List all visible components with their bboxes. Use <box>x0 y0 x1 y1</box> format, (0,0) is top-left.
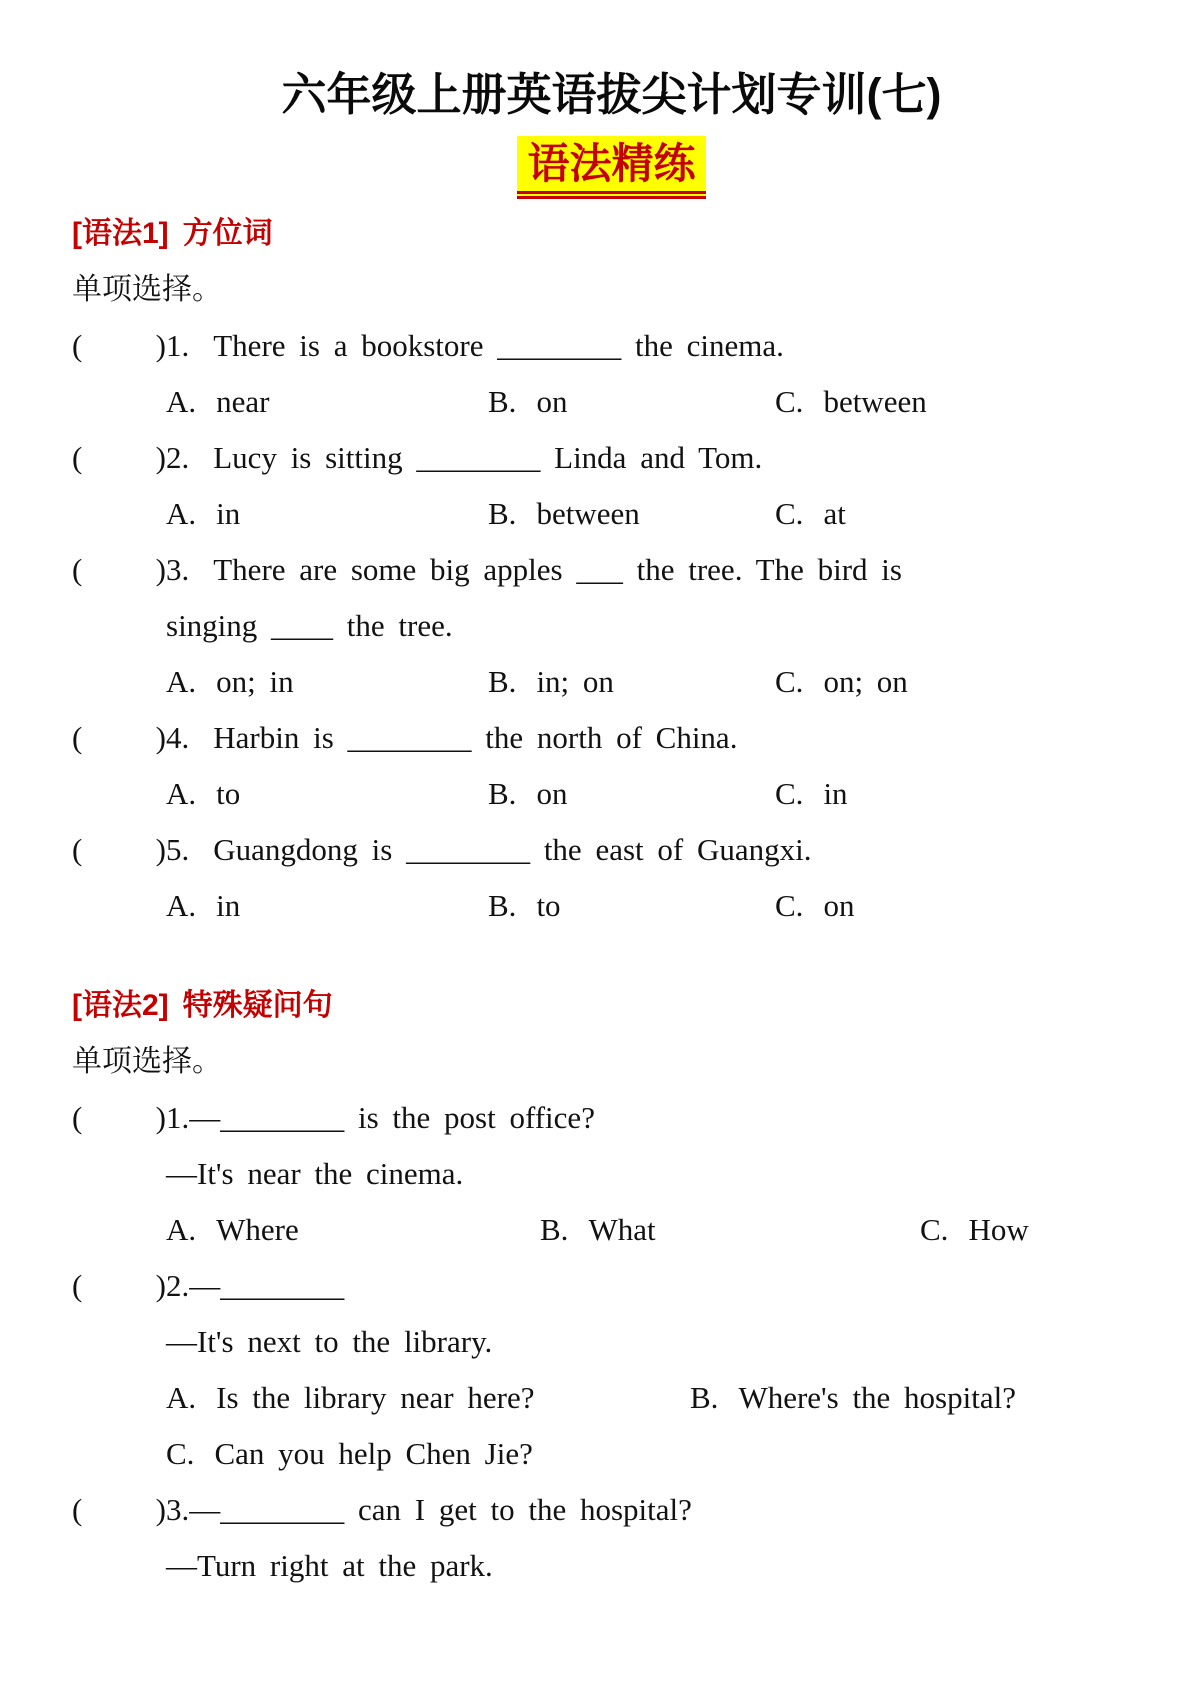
question-stem: Harbin is ________ the north of China. <box>213 720 738 755</box>
option-b-label: B. <box>488 776 517 811</box>
section-1-heading <box>72 206 1151 262</box>
answer-parens <box>72 1482 166 1538</box>
option-a-text: near <box>216 384 270 419</box>
question-stem: There is a bookstore ________ the cinema. <box>213 328 784 363</box>
option-a <box>166 1370 690 1426</box>
option-c-text: Can you help Chen Jie? <box>214 1436 533 1471</box>
option-a-text: Is the library near here? <box>216 1380 535 1415</box>
option-b <box>690 1370 1016 1426</box>
section-1-tag: [语法1] <box>72 217 169 250</box>
paren-close: ) <box>155 552 166 587</box>
question-line <box>72 1258 1151 1314</box>
paren-open: ( <box>72 1492 83 1527</box>
option-a <box>166 654 488 710</box>
question-number: 4. <box>166 720 190 755</box>
option-c-text: on <box>823 888 855 923</box>
question-number: 2. <box>166 440 190 475</box>
option-b-label: B. <box>488 888 517 923</box>
option-a-label: A. <box>166 664 197 699</box>
option-c-label: C. <box>775 384 804 419</box>
option-a-text: in <box>216 496 241 531</box>
options-row <box>72 486 1151 542</box>
option-a-text: on; in <box>216 664 294 699</box>
option-a <box>166 878 488 934</box>
option-b <box>488 654 775 710</box>
paren-close: ) <box>155 1492 166 1527</box>
option-b-text: What <box>588 1212 656 1247</box>
question-stem: Lucy is sitting ________ Linda and Tom. <box>213 440 763 475</box>
answer-parens <box>72 318 166 374</box>
option-c-label: C. <box>920 1212 949 1247</box>
answer-parens <box>72 542 166 598</box>
option-c-text: in <box>823 776 848 811</box>
answer-parens <box>72 430 166 486</box>
option-b-label: B. <box>488 384 517 419</box>
question-stem-continuation: singing ____ the tree. <box>166 608 453 643</box>
option-c-label: C. <box>775 496 804 531</box>
question-stem: There are some big apples ___ the tree. The bird is <box>213 552 902 587</box>
section-2-heading <box>72 978 1151 1034</box>
question-line <box>72 318 1151 374</box>
question-number: 3. <box>166 552 190 587</box>
question-stem: —________ can I get to the hospital? <box>189 1492 692 1527</box>
section-grammar-1 <box>72 206 1151 934</box>
section-1-topic: 方位词 <box>182 217 273 250</box>
option-c <box>775 654 908 710</box>
option-b-label: B. <box>690 1380 719 1415</box>
option-b-label: B. <box>540 1212 569 1247</box>
paren-close: ) <box>155 1100 166 1135</box>
paren-close: ) <box>155 832 166 867</box>
answer-parens <box>72 822 166 878</box>
question-number: 1. <box>166 328 190 363</box>
option-b-text: to <box>536 888 561 923</box>
option-b <box>488 878 775 934</box>
dialog-reply: —Turn right at the park. <box>166 1548 493 1583</box>
answer-parens <box>72 710 166 766</box>
option-b <box>488 374 775 430</box>
option-b <box>488 486 775 542</box>
answer-parens <box>72 1090 166 1146</box>
question-number: 5. <box>166 832 190 867</box>
option-a-label: A. <box>166 1212 197 1247</box>
question-stem: —________ is the post office? <box>189 1100 595 1135</box>
subtitle-row <box>72 136 1151 206</box>
question-line <box>72 1090 1151 1146</box>
options-row <box>72 654 1151 710</box>
option-b-label: B. <box>488 496 517 531</box>
section-2-topic: 特殊疑问句 <box>182 989 333 1022</box>
option-b-text: in; on <box>536 664 614 699</box>
option-a-label: A. <box>166 888 197 923</box>
option-a-label: A. <box>166 384 197 419</box>
option-b-text: on <box>536 776 568 811</box>
option-a <box>166 374 488 430</box>
paren-close: ) <box>155 1268 166 1303</box>
option-c-label: C. <box>775 888 804 923</box>
option-b <box>488 766 775 822</box>
question-line <box>72 430 1151 486</box>
page-title: 六年级上册英语拔尖计划专训(七) <box>281 69 942 120</box>
question-line <box>72 710 1151 766</box>
option-a <box>166 486 488 542</box>
option-a <box>166 766 488 822</box>
question-line <box>72 1482 1151 1538</box>
option-c <box>775 878 854 934</box>
section-2-instruction: 单项选择。 <box>72 1045 222 1078</box>
dialog-reply: —It's next to the library. <box>166 1324 493 1359</box>
question-number: 3. <box>166 1492 190 1527</box>
option-c-label: C. <box>775 664 804 699</box>
options-row <box>72 766 1151 822</box>
paren-open: ( <box>72 1268 83 1303</box>
option-a <box>166 1202 540 1258</box>
option-a-label: A. <box>166 776 197 811</box>
option-a-text: Where <box>216 1212 299 1247</box>
paren-open: ( <box>72 552 83 587</box>
option-c <box>166 1426 533 1482</box>
option-b-text: Where's the hospital? <box>738 1380 1016 1415</box>
paren-close: ) <box>155 328 166 363</box>
option-b-text: on <box>536 384 568 419</box>
options-row <box>72 1426 1151 1482</box>
option-c-text: at <box>823 496 846 531</box>
question-number: 2. <box>166 1268 190 1303</box>
option-c <box>775 766 848 822</box>
question-stem: Guangdong is ________ the east of Guangxi. <box>213 832 812 867</box>
option-c <box>775 486 846 542</box>
paren-open: ( <box>72 720 83 755</box>
paren-open: ( <box>72 832 83 867</box>
option-c-label: C. <box>166 1436 195 1471</box>
section-1-instruction: 单项选择。 <box>72 273 222 306</box>
paren-close: ) <box>155 720 166 755</box>
paren-open: ( <box>72 1100 83 1135</box>
question-line <box>72 822 1151 878</box>
question-line <box>72 542 1151 598</box>
option-c-text: How <box>968 1212 1029 1247</box>
options-row <box>72 374 1151 430</box>
section-2-tag: [语法2] <box>72 989 169 1022</box>
option-c-text: on; on <box>823 664 908 699</box>
page-subtitle-highlight: 语法精练 <box>517 136 705 199</box>
option-b <box>540 1202 920 1258</box>
options-row <box>72 1370 1151 1426</box>
dialog-reply: —It's near the cinema. <box>166 1156 464 1191</box>
paren-open: ( <box>72 328 83 363</box>
option-c <box>920 1202 1029 1258</box>
option-c <box>775 374 927 430</box>
option-b-text: between <box>536 496 640 531</box>
option-a-text: to <box>216 776 241 811</box>
question-stem: —________ <box>189 1268 345 1303</box>
section-grammar-2 <box>72 978 1151 1594</box>
options-row <box>72 878 1151 934</box>
question-number: 1. <box>166 1100 190 1135</box>
option-a-label: A. <box>166 496 197 531</box>
option-c-text: between <box>823 384 927 419</box>
options-row <box>72 1202 1151 1258</box>
option-b-label: B. <box>488 664 517 699</box>
option-a-text: in <box>216 888 241 923</box>
option-a-label: A. <box>166 1380 197 1415</box>
paren-close: ) <box>155 440 166 475</box>
paren-open: ( <box>72 440 83 475</box>
option-c-label: C. <box>775 776 804 811</box>
answer-parens <box>72 1258 166 1314</box>
